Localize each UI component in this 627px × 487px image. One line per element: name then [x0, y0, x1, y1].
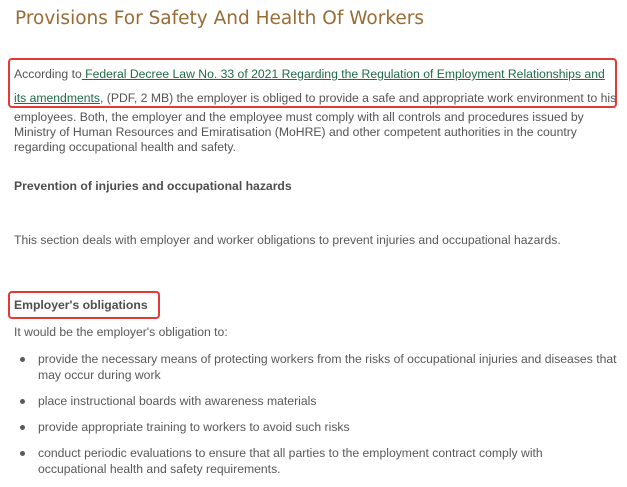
bullet-icon: [20, 425, 25, 430]
list-item-text-line-2: may occur during work: [38, 368, 161, 382]
federal-decree-law-link[interactable]: Federal Decree Law No. 33 of 2021 Regarding the Regulation of Employment Relationships and: [81, 67, 605, 81]
obligations-lead: It would be the employer's obligation to:: [14, 325, 228, 339]
list-item-text-line-1: provide the necessary means of protecting workers from the risks of occupational injuries and diseases that: [38, 352, 617, 366]
intro-suffix: , (PDF, 2 MB) the employer is obliged to provide a safe and appropriate work environment to his: [100, 91, 617, 105]
bullet-icon: [20, 357, 25, 362]
list-item-text-line-1: provide appropriate training to workers to avoid such risks: [38, 420, 350, 434]
bullet-icon: [20, 399, 25, 404]
list-item: [14, 419, 622, 435]
intro-paragraph: [14, 62, 622, 155]
list-item-text-line-1: conduct periodic evaluations to ensure that all parties to the employment contract comply with: [38, 446, 543, 460]
list-item: [14, 445, 622, 477]
list-item-text-line-1: place instructional boards with awareness materials: [38, 394, 317, 408]
list-item: [14, 393, 622, 409]
intro-line-4: Ministry of Human Resources and Emiratisation (MoHRE) and other competent authorities in the country: [14, 125, 577, 139]
intro-line-1: [14, 62, 622, 86]
intro-prefix: According to: [14, 67, 82, 81]
obligations-heading: Employer's obligations: [14, 298, 148, 312]
obligations-list: [14, 351, 622, 487]
federal-decree-law-link-continued[interactable]: its amendments: [14, 91, 101, 105]
list-item: [14, 351, 622, 383]
bullet-icon: [20, 451, 25, 456]
page-title: Provisions For Safety And Health Of Workers: [15, 8, 425, 29]
intro-line-3: employees. Both, the employer and the employee must comply with all controls and procedures issued by: [14, 110, 584, 124]
list-item-text-line-2: occupational health and safety requirements.: [38, 462, 281, 476]
prevention-body: This section deals with employer and worker obligations to prevent injuries and occupational hazards.: [14, 233, 561, 247]
intro-line-5: regarding occupational health and safety.: [14, 140, 237, 154]
prevention-heading: Prevention of injuries and occupational hazards: [14, 179, 292, 193]
intro-line-2: [14, 86, 622, 110]
